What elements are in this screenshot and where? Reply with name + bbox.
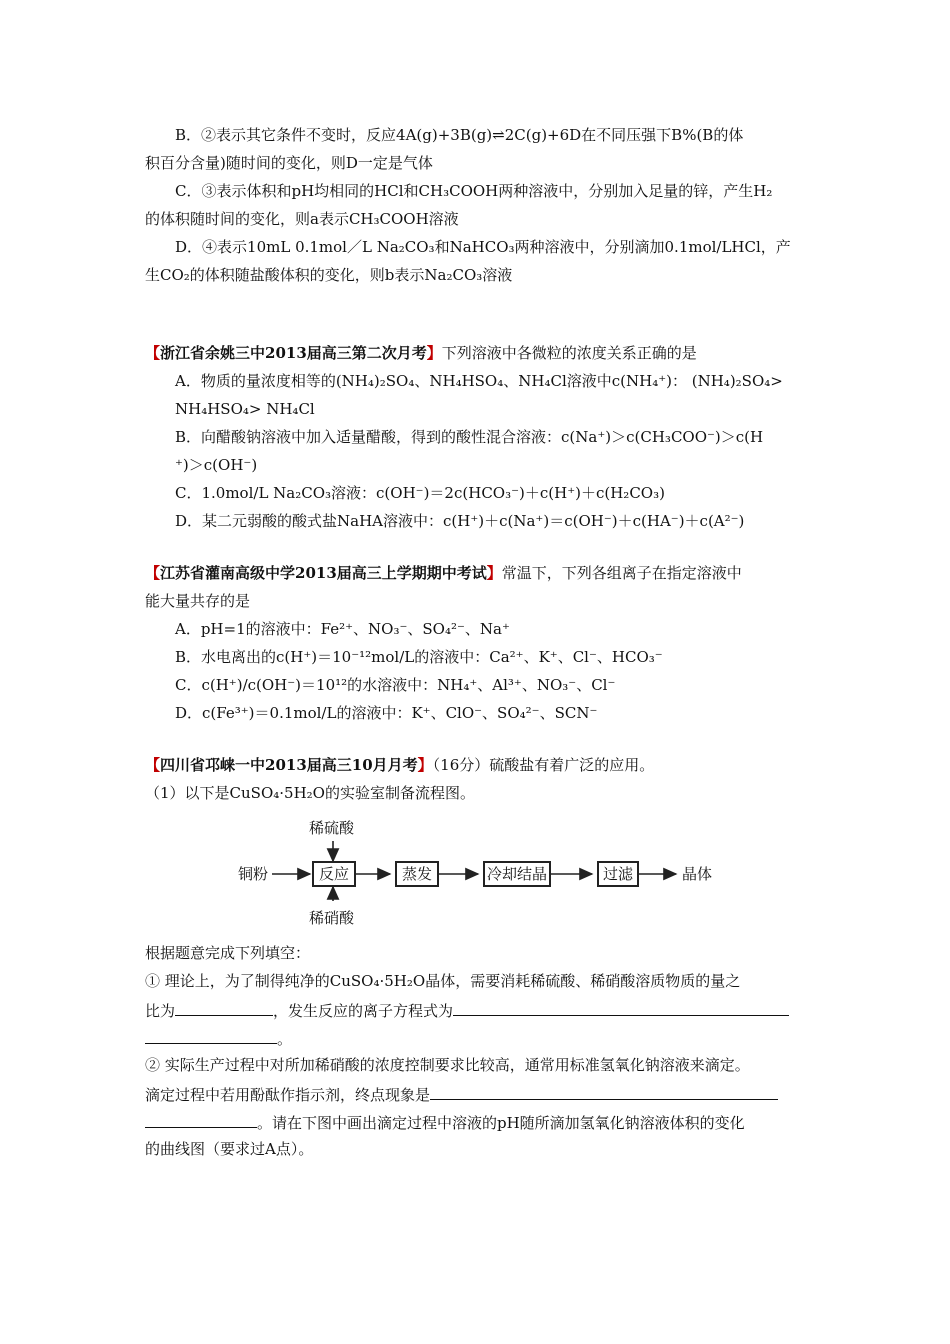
flow-reagent-top: 稀硫酸 [309,819,355,837]
q0-option-c-line2: 的体积随时间的变化，则a表示CH₃COOH溶液 [145,210,459,228]
q2-option-a: A．pH=1的溶液中：Fe²⁺、NO₃⁻、SO₄²⁻、Na⁺ [175,620,510,638]
flow-step-react: 反应 [312,861,356,887]
q3-item1-equation-label: ，发生反应的离子方程式为 [273,1002,454,1020]
flowchart [230,815,750,930]
flow-reagent-bottom: 稀硝酸 [309,909,355,927]
q2-option-b: B．水电离出的c(H⁺)＝10⁻¹²mol/L的溶液中：Ca²⁺、K⁺、Cl⁻、HCO₃⁻ [175,648,663,666]
q0-option-c-line1: C．③表示体积和pH均相同的HCl和CH₃COOH两种溶液中，分别加入足量的锌，产生H₂ [175,182,773,200]
answer-blank-equation[interactable] [453,999,789,1016]
q3-item1-ratio-label: 比为 [145,1002,176,1020]
q1-header [145,343,697,363]
answer-blank-ratio[interactable] [175,999,273,1016]
q2-source: 【江苏省灌南高级中学2013届高三上学期期中考试】 [145,564,502,582]
q3-prompt: 根据题意完成下列填空： [145,944,311,962]
q3-part1: （1）以下是CuSO₄·5H₂O的实验室制备流程图。 [145,784,475,802]
q1-option-a-line2: NH₄HSO₄> NH₄Cl [175,400,315,418]
q0-option-d-line1: D．④表示10mL 0.1mol／L Na₂CO₃和NaHCO₃两种溶液中，分别滴加0.1mol/LHCl，产 [175,238,791,256]
answer-blank-endpoint-cont[interactable] [145,1111,257,1128]
q2-header [145,563,742,583]
flow-step-filter: 过滤 [597,861,639,887]
q2-stem-line2: 能大量共存的是 [145,592,251,610]
q3-item2-endpoint-label: 滴定过程中若用酚酞作指示剂，终点现象是 [145,1086,431,1104]
flow-step-evaporate: 蒸发 [395,861,439,887]
q1-option-b-line1: B．向醋酸钠溶液中加入适量醋酸，得到的酸性混合溶液：c(Na⁺)＞c(CH₃COO⁻)＞c(H [175,428,764,446]
q3-stem: （16分）硫酸盐有着广泛的应用。 [432,756,655,774]
flow-end: 晶体 [682,865,713,883]
q3-item2-line1: ② 实际生产过程中对所加稀硝酸的浓度控制要求比较高，通常用标准氢氧化钠溶液来滴定。 [145,1056,750,1074]
q0-option-b-line2: 积百分含量)随时间的变化，则D一定是气体 [145,154,433,172]
answer-blank-endpoint[interactable] [430,1083,778,1100]
flow-step-crystallize: 冷却结晶 [483,861,551,887]
q1-stem: 下列溶液中各微粒的浓度关系正确的是 [441,344,697,362]
answer-blank-equation-cont[interactable] [145,1027,277,1044]
q2-option-c: C．c(H⁺)/c(OH⁻)＝10¹²的水溶液中：NH₄⁺、Al³⁺、NO₃⁻、Cl⁻ [175,676,616,694]
q3-item1-line3 [145,1027,292,1049]
q3-header [145,755,654,775]
q3-item2-line3 [145,1111,745,1133]
q3-item2-line4: 的曲线图（要求过A点）。 [145,1140,314,1158]
q1-source: 【浙江省余姚三中2013届高三第二次月考】 [145,344,442,362]
q3-item1-end: 。 [277,1030,293,1048]
q1-option-d: D．某二元弱酸的酸式盐NaHA溶液中：c(H⁺)＋c(Na⁺)＝c(OH⁻)＋c(HA⁻)＋c(A²⁻) [175,512,745,530]
q3-source: 【四川省邛崃一中2013届高三10月月考】 [145,756,433,774]
q1-option-a-line1: A．物质的量浓度相等的(NH₄)₂SO₄、NH₄HSO₄、NH₄Cl溶液中c(NH₄⁺)： (NH₄)₂SO₄> [175,372,783,390]
q3-item2-line2 [145,1083,778,1105]
q3-item2-draw-instruction: 。请在下图中画出滴定过程中溶液的pH随所滴加氢氧化钠溶液体积的变化 [257,1114,745,1132]
q1-option-c: C．1.0mol/L Na₂CO₃溶液：c(OH⁻)＝2c(HCO₃⁻)＋c(H⁺)＋c(H₂CO₃) [175,484,665,502]
q3-item1-line2 [145,999,789,1021]
q2-option-d: D．c(Fe³⁺)＝0.1mol/L的溶液中：K⁺、ClO⁻、SO₄²⁻、SCN⁻ [175,704,598,722]
flow-start: 铜粉 [238,865,269,883]
q0-option-d-line2: 生CO₂的体积随盐酸体积的变化，则b表示Na₂CO₃溶液 [145,266,513,284]
q1-option-b-line2: ⁺)＞c(OH⁻) [175,456,258,474]
q3-item1-line1: ① 理论上，为了制得纯净的CuSO₄·5H₂O晶体，需要消耗稀硫酸、稀硝酸溶质物质的量之 [145,972,741,990]
q2-stem: 常温下，下列各组离子在指定溶液中 [501,564,742,582]
q0-option-b-line1: B．②表示其它条件不变时，反应4A(g)+3B(g)⇌2C(g)+6D在不同压强下B%(B的体 [175,126,744,144]
